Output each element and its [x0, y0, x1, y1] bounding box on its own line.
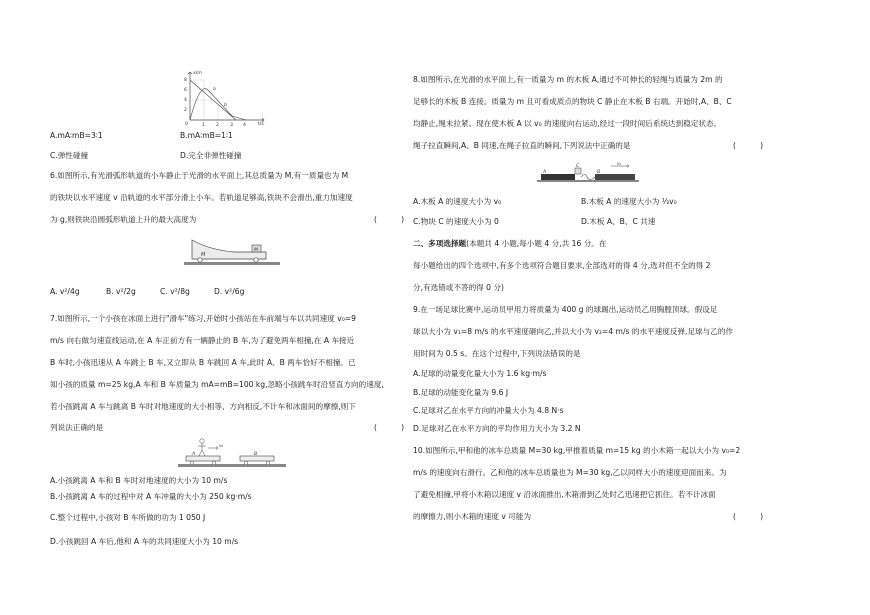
q9-option-a: A.足球的动量变化量大小为 1.6 kg·m/s	[413, 369, 547, 378]
board-b-label: B	[597, 170, 601, 175]
q10-line-4: 的摩擦力,则小木箱的速度 v 可能为	[413, 512, 532, 521]
q10-line-3: 了避免相撞,甲将小木箱以速度 v 沿冰面推出,木箱滑到乙处时乙迅速把它抓住。若不计冰面	[413, 490, 716, 499]
q6-option-d: D. v²/6g	[214, 287, 245, 296]
q7-line-6: 列说法正确的是	[50, 423, 104, 432]
section-2-line-2: 每小题给出的四个选项中,有多个选项符合题目要求,全部选对的得 4 分,选对但不全的得 2	[413, 261, 711, 270]
q5-option-d: D.完全非弹性碰撞	[180, 151, 242, 160]
section-2-header	[413, 240, 606, 248]
q9-line-2: 球以大小为 v₁=8 m/s 的水平速度砸向乙,并以大小为 v₂=4 m/s 的水平速度反弹,足球与乙的作	[413, 327, 734, 336]
xt-graph	[176, 68, 268, 126]
graph-tick-y8: 8	[184, 78, 187, 83]
graph-tick-x1: 1	[202, 123, 205, 126]
q7-line-2: m/s 向右做匀速直线运动,在 A 车正前方有一辆静止的 B 车,为了避免两车相撞,在 A 车接近	[50, 336, 355, 345]
q9-line-1: 9.在一场足球比赛中,运动员甲用力将质量为 400 g 的球踢出,运动员乙用胸膛顶球。假设足	[413, 305, 718, 314]
q6-line-3: 为 g,则铁块沿圆弧形轨道上升的最大高度为	[50, 215, 197, 224]
block-label-m: M	[254, 248, 258, 253]
cart-figure	[184, 232, 280, 272]
q8-line-2: 足够长的木板 B 连接。质量为 m 且可看成质点的物块 C 静止在木板 B 右端。开始时,A、B、C	[413, 97, 732, 106]
q8-option-d: D.木板 A、B、C 共速	[581, 217, 656, 226]
q8-answer-paren: ( )	[733, 141, 764, 150]
graph-origin: 0	[185, 122, 188, 126]
section-2-title: 二、多项选择题	[413, 239, 467, 248]
q7-option-d: D.小孩跳回 A 车后,他和 A 车的共同速度大小为 10 m/s	[50, 537, 239, 546]
graph-tick-x2: 2	[216, 123, 219, 126]
graph-tick-x3: 3	[230, 123, 233, 126]
q7-answer-paren: ( )	[374, 423, 405, 432]
q9-option-b: B.足球的动能变化量为 9.6 J	[413, 388, 509, 397]
q6-answer-paren: ( )	[374, 215, 405, 224]
q6-line-2: 的铁块以水平速度 v 沿轨道的水平部分滑上小车。若轨道足够高,铁块不会滑出,重力加速度	[50, 193, 353, 202]
cart-a-label: A	[192, 452, 196, 457]
q8-option-c: C.物块 C 的速度大小为 0	[413, 217, 499, 226]
carts-figure	[178, 436, 286, 470]
q9-option-c: C.足球对乙在水平方向的冲量大小为 4.8 N·s	[413, 406, 564, 415]
q8-line-3: 均静止,绳未拉紧。现在使木板 A 以 v₀ 的速度向右运动,经过一段时间后系统达到稳定状态。	[413, 119, 722, 128]
graph-tick-y2: 2	[184, 108, 187, 113]
q7-line-5: 若小孩跳离 A 车与跳离 B 车时对地速度的大小相等、方向相反,不计车和冰面间的摩擦,则下	[50, 402, 356, 411]
q5-option-c: C.弹性碰撞	[50, 151, 89, 160]
graph-tick-x4: 4	[243, 123, 246, 126]
graph-yunit: x/m	[193, 71, 202, 76]
board-velocity-label: v₀	[617, 161, 622, 166]
q9-option-d: D.足球对乙在水平方向的平均作用力大小为 3.2 N	[413, 424, 581, 433]
q9-line-3: 用时间为 0.5 s。在这个过程中,下列说法错误的是	[413, 349, 581, 358]
q6-option-b: B. v²/2g	[106, 287, 136, 296]
section-2-intro: (本题共 4 小题,每小题 4 分,共 16 分。在	[466, 239, 607, 248]
graph-label-b: b	[224, 103, 227, 108]
q10-line-2: m/s 的速度向右滑行。乙和他的冰车总质量也为 M=30 kg,乙以同样大小的速度迎面而来。为	[413, 468, 727, 477]
q8-option-b: B.木板 A 的速度大小为 ⅓v₀	[581, 197, 677, 206]
q6-option-a: A. v²/4g	[50, 287, 80, 296]
q5-option-b: B.mA∶mB=1∶1	[180, 131, 233, 140]
q8-line-1: 8.如图所示,在光滑的水平面上,有一质量为 m 的木板 A,通过不可伸长的轻绳与质量为 2m 的	[413, 75, 723, 84]
q7-option-a: A.小孩跳离 A 车和 B 车时对地速度的大小为 10 m/s	[50, 476, 228, 485]
graph-tick-y6: 6	[184, 88, 187, 93]
graph-tick-y4: 4	[184, 98, 187, 103]
graph-label-a: a	[213, 87, 216, 92]
graph-xunit: t/s	[258, 122, 264, 126]
cart-label-m: M	[201, 252, 206, 258]
velocity-label: v₀	[219, 443, 224, 448]
board-a-label: A	[543, 170, 547, 175]
block-c-label: C	[576, 164, 580, 169]
q7-option-b: B.小孩跳离 A 车的过程中对 A 车冲量的大小为 250 kg·m/s	[50, 492, 252, 501]
q7-line-3: B 车时,小孩迅速从 A 车跳上 B 车,又立即从 B 车跳回 A 车,此时 A、B 两车恰好不相撞。已	[50, 358, 356, 367]
q7-option-c: C.整个过程中,小孩对 B 车所做的功为 1 050 J	[50, 513, 206, 522]
q5-option-a: A.mA∶mB=3∶1	[50, 131, 103, 140]
cart-b-label: B	[254, 452, 258, 457]
q8-line-4: 绳子拉直瞬间,A、B 同速,在绳子拉直的瞬间,下列说法中正确的是	[413, 141, 631, 150]
q6-option-c: C. v²/8g	[160, 287, 190, 296]
q7-line-4: 知小孩的质量 m=25 kg,A 车和 B 车质量为 mA=mB=100 kg,忽略小孩跳车时沿竖直方向的速度,	[50, 380, 384, 389]
q10-line-1: 10.如图所示,甲和他的冰车总质量 M=30 kg,甲推着质量 m=15 kg 的小木箱一起以大小为 v₀=2	[413, 446, 741, 455]
boards-figure	[537, 160, 639, 184]
q8-option-a: A.木板 A 的速度大小为 v₀	[413, 197, 502, 206]
q10-answer-paren: ( )	[733, 512, 764, 521]
q7-line-1: 7.如图所示,一个小孩在冰面上进行"滑车"练习,开始时小孩站在车前端与车以共同速度 v₀=9	[50, 314, 356, 323]
section-2-line-3: 分,有选错或不答的得 0 分)	[413, 283, 504, 292]
q6-line-1: 6.如图所示,有光滑弧形轨道的小车静止于光滑的水平面上,其总质量为 M,有一质量也为 M	[50, 171, 349, 180]
